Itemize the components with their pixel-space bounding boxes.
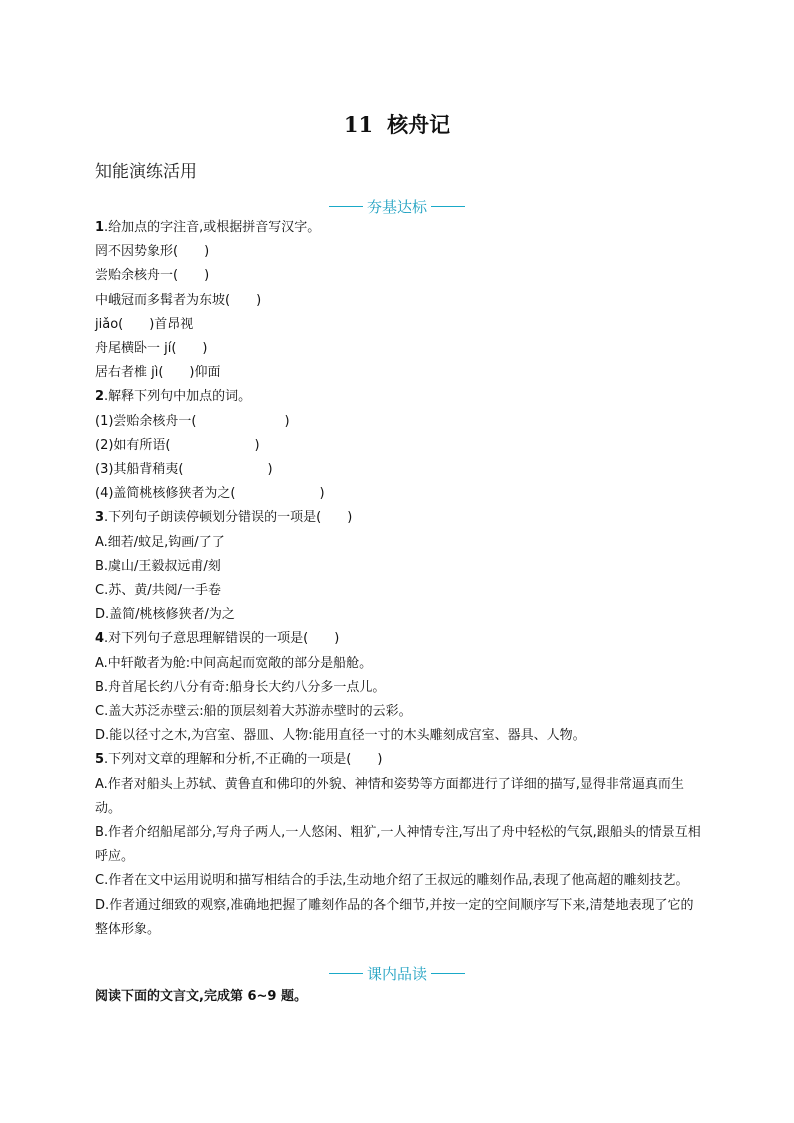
band-line-right [431,206,465,207]
question-5 [95,748,705,772]
question-prompt: .对下列句子意思理解错误的一项是( ) [104,631,340,647]
q3-option: B.虞山/王毅叔远甫/刻 [95,558,221,574]
q1-item: 居右者椎 jì( )仰面 [95,365,221,381]
reading-instruction: 阅读下面的文言文,完成第 6~9 题。 [95,989,307,1004]
q2-item-text: (1)尝贻余核舟一( [95,413,197,429]
question-prompt: .解释下列句中加点的词。 [104,389,252,405]
band-basic-label: 夯基达标 [366,198,427,216]
q2-item-text: (4)盖简桃核修狭者为之( [95,486,236,502]
q3-option: C.苏、黄/共阅/一手卷 [95,583,221,599]
q4-option: B.舟首尾长约八分有奇:船身长大约八分多一点儿。 [95,679,386,695]
q1-item: 舟尾横卧一 jí( ) [95,341,208,357]
q1-item: 罔不因势象形( ) [95,244,210,260]
q2-item-close: ) [267,462,273,478]
q2-item-close: ) [319,486,325,502]
question-prompt: .下列对文章的理解和分析,不正确的一项是( ) [104,752,383,768]
lesson-name: 核舟记 [387,112,451,137]
section-heading: 知能演练活用 [95,162,197,182]
question-1 [95,216,705,240]
q1-item: 尝贻余核舟一( ) [95,268,210,284]
band-line-left [329,206,363,207]
q5-option: B.作者介绍船尾部分,写舟子两人,一人悠闲、粗犷,一人神情专注,写出了舟中轻松的气氛,跟船头的情景互相呼应。 [95,825,701,865]
question-3 [95,506,705,530]
q2-item-close: ) [254,437,260,453]
question-prompt: .给加点的字注音,或根据拼音写汉字。 [104,220,321,235]
lesson-number: 11 [343,112,374,137]
band-reading-label: 课内品读 [366,965,427,983]
question-2 [95,385,705,409]
q2-item-text: (2)如有所语( [95,437,171,453]
band-line-left [329,973,363,974]
q2-item [95,434,705,458]
q4-option: A.中轩敞者为舱:中间高起而宽敞的部分是船舱。 [95,655,373,671]
q2-item-text: (3)其船背稍夷( [95,462,184,478]
lesson-title [0,109,794,139]
exercise-body [95,216,705,942]
q4-option: C.盖大苏泛赤壁云:船的顶层刻着大苏游赤壁时的云彩。 [95,704,412,720]
q1-item: jiǎo( )首昂视 [95,316,194,332]
question-number: 4 [95,631,105,647]
question-number: 3 [95,510,105,526]
band-reading [0,960,794,984]
question-number: 5 [95,752,105,768]
q2-item [95,482,705,506]
q3-option: A.细若/蚊足,钩画/了了 [95,534,225,550]
question-number: 1 [95,220,105,235]
question-4 [95,627,705,651]
band-line-right [431,973,465,974]
question-prompt: .下列句子朗读停顿划分错误的一项是( ) [104,510,353,526]
q5-option: D.作者通过细致的观察,准确地把握了雕刻作品的各个细节,并按一定的空间顺序写下来,清楚地表现了它的整体形象。 [95,897,694,937]
q3-option: D.盖简/桃核修狭者/为之 [95,607,235,623]
q1-item: 中峨冠而多髯者为东坡( ) [95,292,262,308]
question-number: 2 [95,389,105,405]
band-basic [0,193,794,217]
q5-option: A.作者对船头上苏轼、黄鲁直和佛印的外貌、神情和姿势等方面都进行了详细的描写,显得非常逼真而生动。 [95,776,684,816]
q2-item-close: ) [284,413,290,429]
q2-item [95,410,705,434]
q5-option: C.作者在文中运用说明和描写相结合的手法,生动地介绍了王叔远的雕刻作品,表现了他高超的雕刻技艺。 [95,873,689,889]
q2-item [95,458,705,482]
q4-option: D.能以径寸之木,为宫室、器皿、人物:能用直径一寸的木头雕刻成宫室、器具、人物。 [95,728,586,744]
